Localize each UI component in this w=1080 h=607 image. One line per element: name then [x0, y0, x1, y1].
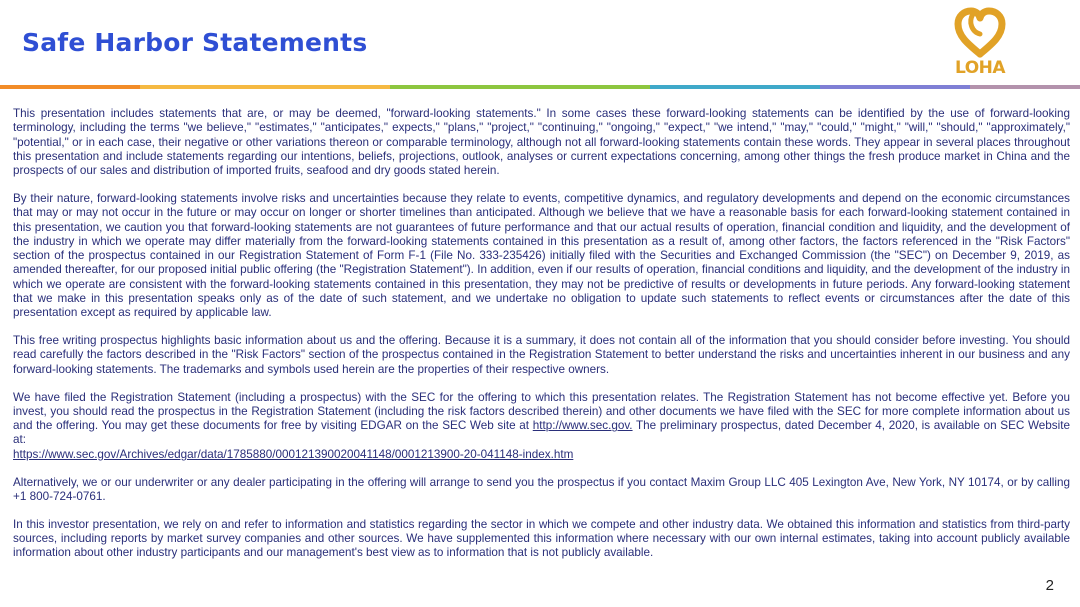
edgar-link[interactable]: https://www.sec.gov/Archives/edgar/data/1785880/000121390020041148/0001213900-20-041148-index.htm: [13, 447, 574, 461]
page-title: Safe Harbor Statements: [22, 28, 368, 57]
paragraph-forward-looking: This presentation includes statements that are, or may be deemed, "forward-looking statements." In some cases these forward-looking statements can be identified by the use of forward-looking terminology, including the terms "we believe," "estimates," "anticipates," expects," "plans," "project," "continuing," "ongoing," "expect," "we intend," "may," "could," "might," "will," "should," "approximately," "potential," or in each case, their negative or other variations thereon or comparable terminology, although not all forward-looking statements contain these words. They appear in several places throughout this presentation and include statements regarding our intentions, beliefs, projections, outlook, analyses or current expectations concerning, among other things the fresh produce market in China and the prospects of our sales and distribution of imported fruits, seafood and dry goods stated herein.: [13, 107, 1070, 178]
loha-logo: [948, 4, 1012, 80]
filing-text-2: The preliminary prospectus, dated December 4, 2020, is available on SEC Website at:: [13, 419, 1070, 447]
disclaimer-body: [13, 107, 1070, 574]
divider-segment: [390, 85, 650, 89]
paragraph-prospectus: This free writing prospectus highlights basic information about us and the offering. Because it is a summary, it does not contain all of the information that you should consider before investing. You should read carefully the factors described in the "Risk Factors" section of the prospectus contained in the Registration Statement to better understand the risks and uncertainties inherent in our business and any forward-looking statements. The trademarks and symbols used herein are the properties of their respective owners.: [13, 334, 1070, 376]
divider-segment: [140, 85, 390, 89]
divider-segment: [0, 85, 140, 89]
filing-text: We have filed the Registration Statement (including a prospectus) with the SEC for the offering to which this presentation relates. The Registration Statement has not become effective yet. Before you invest, you should read the prospectus in the Registration Statement (including the risk factors described therein) and other documents we have filed with the SEC for more complete information about us and the offering. You may get these documents for free by visiting EDGAR on the SEC Web site at: [13, 390, 1070, 433]
divider-segment: [650, 85, 820, 89]
heart-loop-logo-icon: [948, 4, 1012, 60]
logo-text: LOHA: [954, 58, 1006, 78]
paragraph-risks: By their nature, forward-looking statements involve risks and uncertainties because they relate to events, competitive dynamics, and regulatory developments and depend on the economic circumstances that may or may not occur in the future or may occur on longer or shorter timelines than anticipated. Although we believe that we have a reasonable basis for each forward-looking statement contained in this presentation, we caution you that forward-looking statements are not guarantees of future performance and that our actual results of operation, financial condition and liquidity, and the development of the industry in which we operate may differ materially from the forward-looking statements contained in this presentation as a result of, among other factors, the factors referenced in the "Risk Factors" section of the prospectus contained in our Registration Statement of Form F-1 (File No. 333-235426) initially filed with the Securities and Exchanged Commission (the "SEC") on December 9, 2019, as amended thereafter, for our proposed initial public offering (the "Registration Statement"). In addition, even if our results of operation, financial conditions and liquidity, and the development of the industry in which we operate are consistent with the forward-looking statements contained in this presentation, they may not be predictive of results or developments in future periods. Any forward-looking statement that we make in this presentation speaks only as of the date of such statement, and we undertake no obligation to update such statements to reflect events or circumstances after the date of this presentation except as required by applicable law.: [13, 191, 1070, 320]
sec-link[interactable]: http://www.sec.gov.: [532, 419, 633, 433]
divider-segment: [970, 85, 1080, 89]
paragraph-filing: [13, 391, 1070, 462]
paragraph-industry-data: In this investor presentation, we rely on and refer to information and statistics regarding the sector in which we compete and other industry data. We obtained this information and statistics from third-party sources, including reports by market survey companies and other sources. We have supplemented this information where necessary with our own internal estimates, taking into account publicly available information about other industry participants and our management's best view as to information that is not publicly available.: [13, 517, 1070, 560]
page-number: 2: [1045, 577, 1054, 594]
divider-segment: [820, 85, 970, 89]
header-divider: [0, 85, 1080, 89]
paragraph-underwriter: Alternatively, we or our underwriter or any dealer participating in the offering will arrange to send you the prospectus if you contact Maxim Group LLC 405 Lexington Ave, New York, NY 10174, or by calling +1 800-724-0761.: [13, 475, 1070, 503]
